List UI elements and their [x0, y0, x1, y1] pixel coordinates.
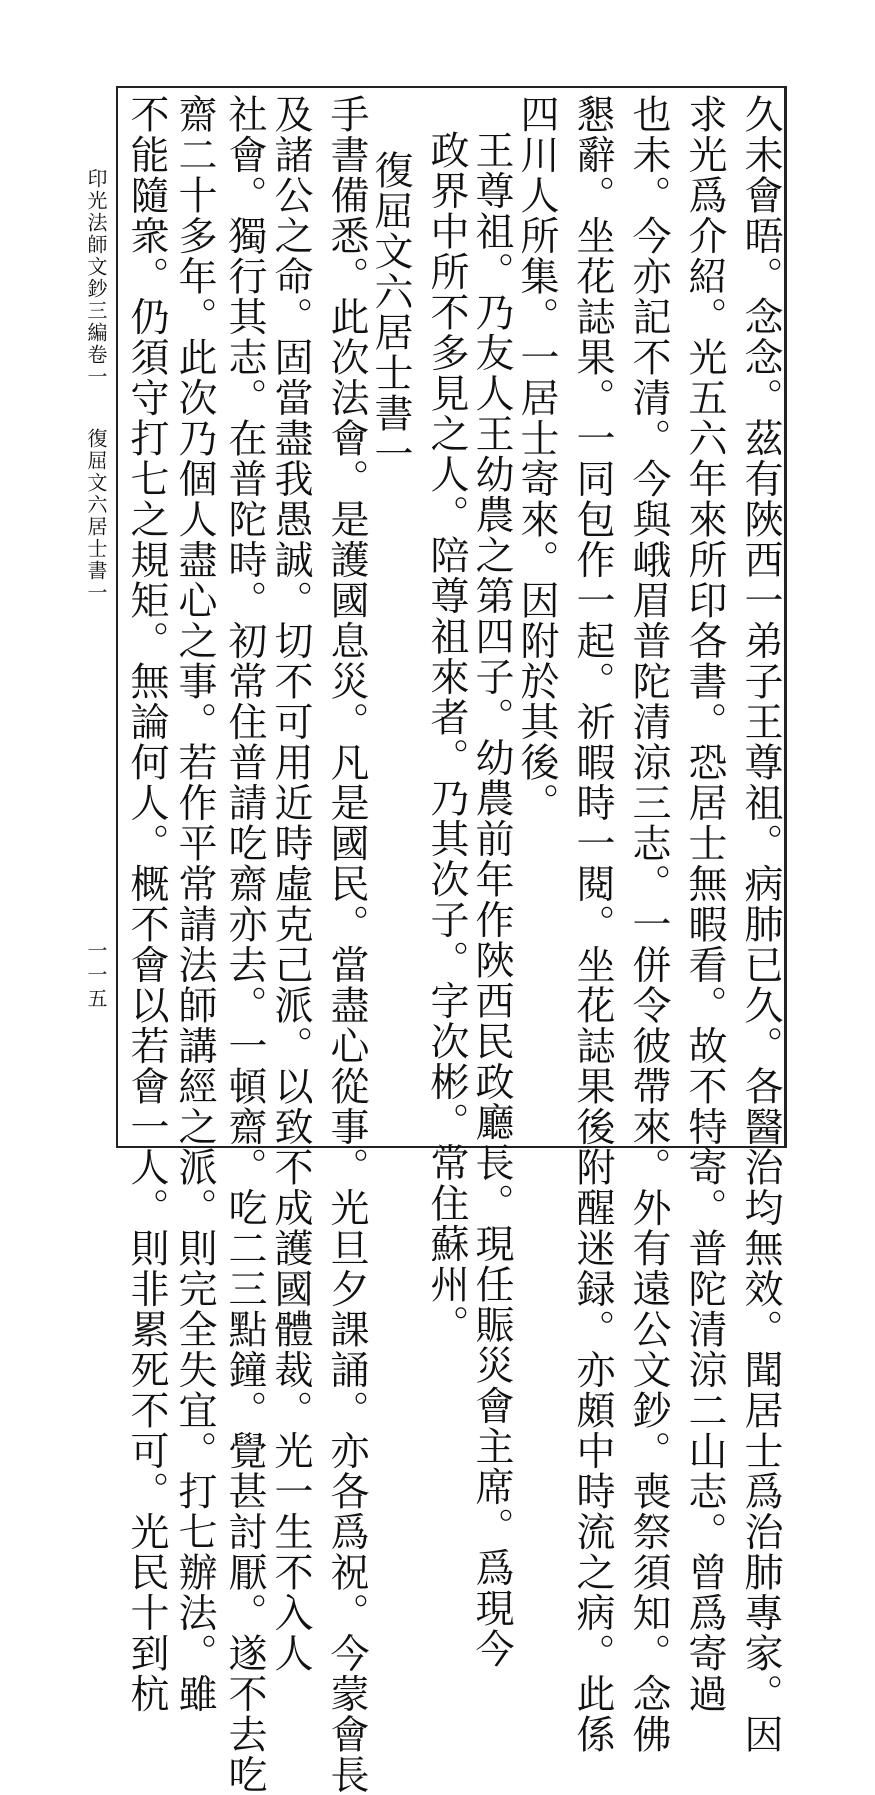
- text-column-5: 四川人所集。一居士寄來。因附於其後。: [514, 94, 559, 823]
- page-number: 一一五: [84, 940, 108, 1012]
- text-column-6: 王尊祖。乃友人王幼農之第四子。幼農前年作陜西民政廳長。現任賑災會主席。爲現今: [469, 130, 514, 1669]
- letter-heading: 復屈文六居士書一: [368, 150, 413, 474]
- section-title: 復屈文六居士書一: [84, 428, 108, 604]
- text-column-3: 也未。今亦記不清。今與峨眉普陀清涼三志。一併令彼帶來。外有遠公文鈔。喪祭須知。念佛: [626, 94, 671, 1755]
- text-column-9: 手書備悉。此次法會。是護國息災。凡是國民。當盡心從事。光旦夕課誦。亦各爲祝。今蒙會長: [324, 94, 369, 1795]
- text-column-12: 齋二十多年。此次乃個人盡心之事。若作平常請法師講經之派。則完全失宜。打七辦法。雖: [172, 94, 217, 1714]
- text-column-10: 及諸公之命。固當盡我愚誠。切不可用近時虛克己派。以致不成護國體裁。光一生不入人: [268, 94, 313, 1674]
- book-title: 印光法師文鈔三編卷一: [84, 168, 108, 388]
- text-column-1: 久未會晤。念念。茲有陜西一弟子王尊祖。病肺已久。各醫治均無效。聞居士爲治肺專家。因: [738, 94, 783, 1755]
- text-column-2: 求光爲介紹。光五六年來所印各書。恐居士無暇看。故不特寄。普陀清涼二山志。曾爲寄過: [682, 94, 727, 1714]
- page-border-left: [116, 86, 118, 1148]
- text-column-4: 懇辭。坐花誌果。一同包作一起。祈暇時一閱。坐花誌果後附醒迷録。亦頗中時流之病。此係: [570, 94, 615, 1755]
- text-column-13: 不能隨衆。仍須守打七之規矩。無論何人。概不會以若會一人。則非累死不可。光民十到杭: [124, 94, 169, 1714]
- page-border-right: [784, 86, 787, 1148]
- page-border-top: [116, 86, 786, 88]
- text-column-7: 政界中所不多見之人。陪尊祖來者。乃其次子。字次彬。常住蘇州。: [424, 130, 469, 1345]
- text-column-11: 社會。獨行其志。在普陀時。初常住普請吃齋亦去。一頓齋。吃二三點鐘。覺甚討厭。遂不去吃: [222, 94, 267, 1795]
